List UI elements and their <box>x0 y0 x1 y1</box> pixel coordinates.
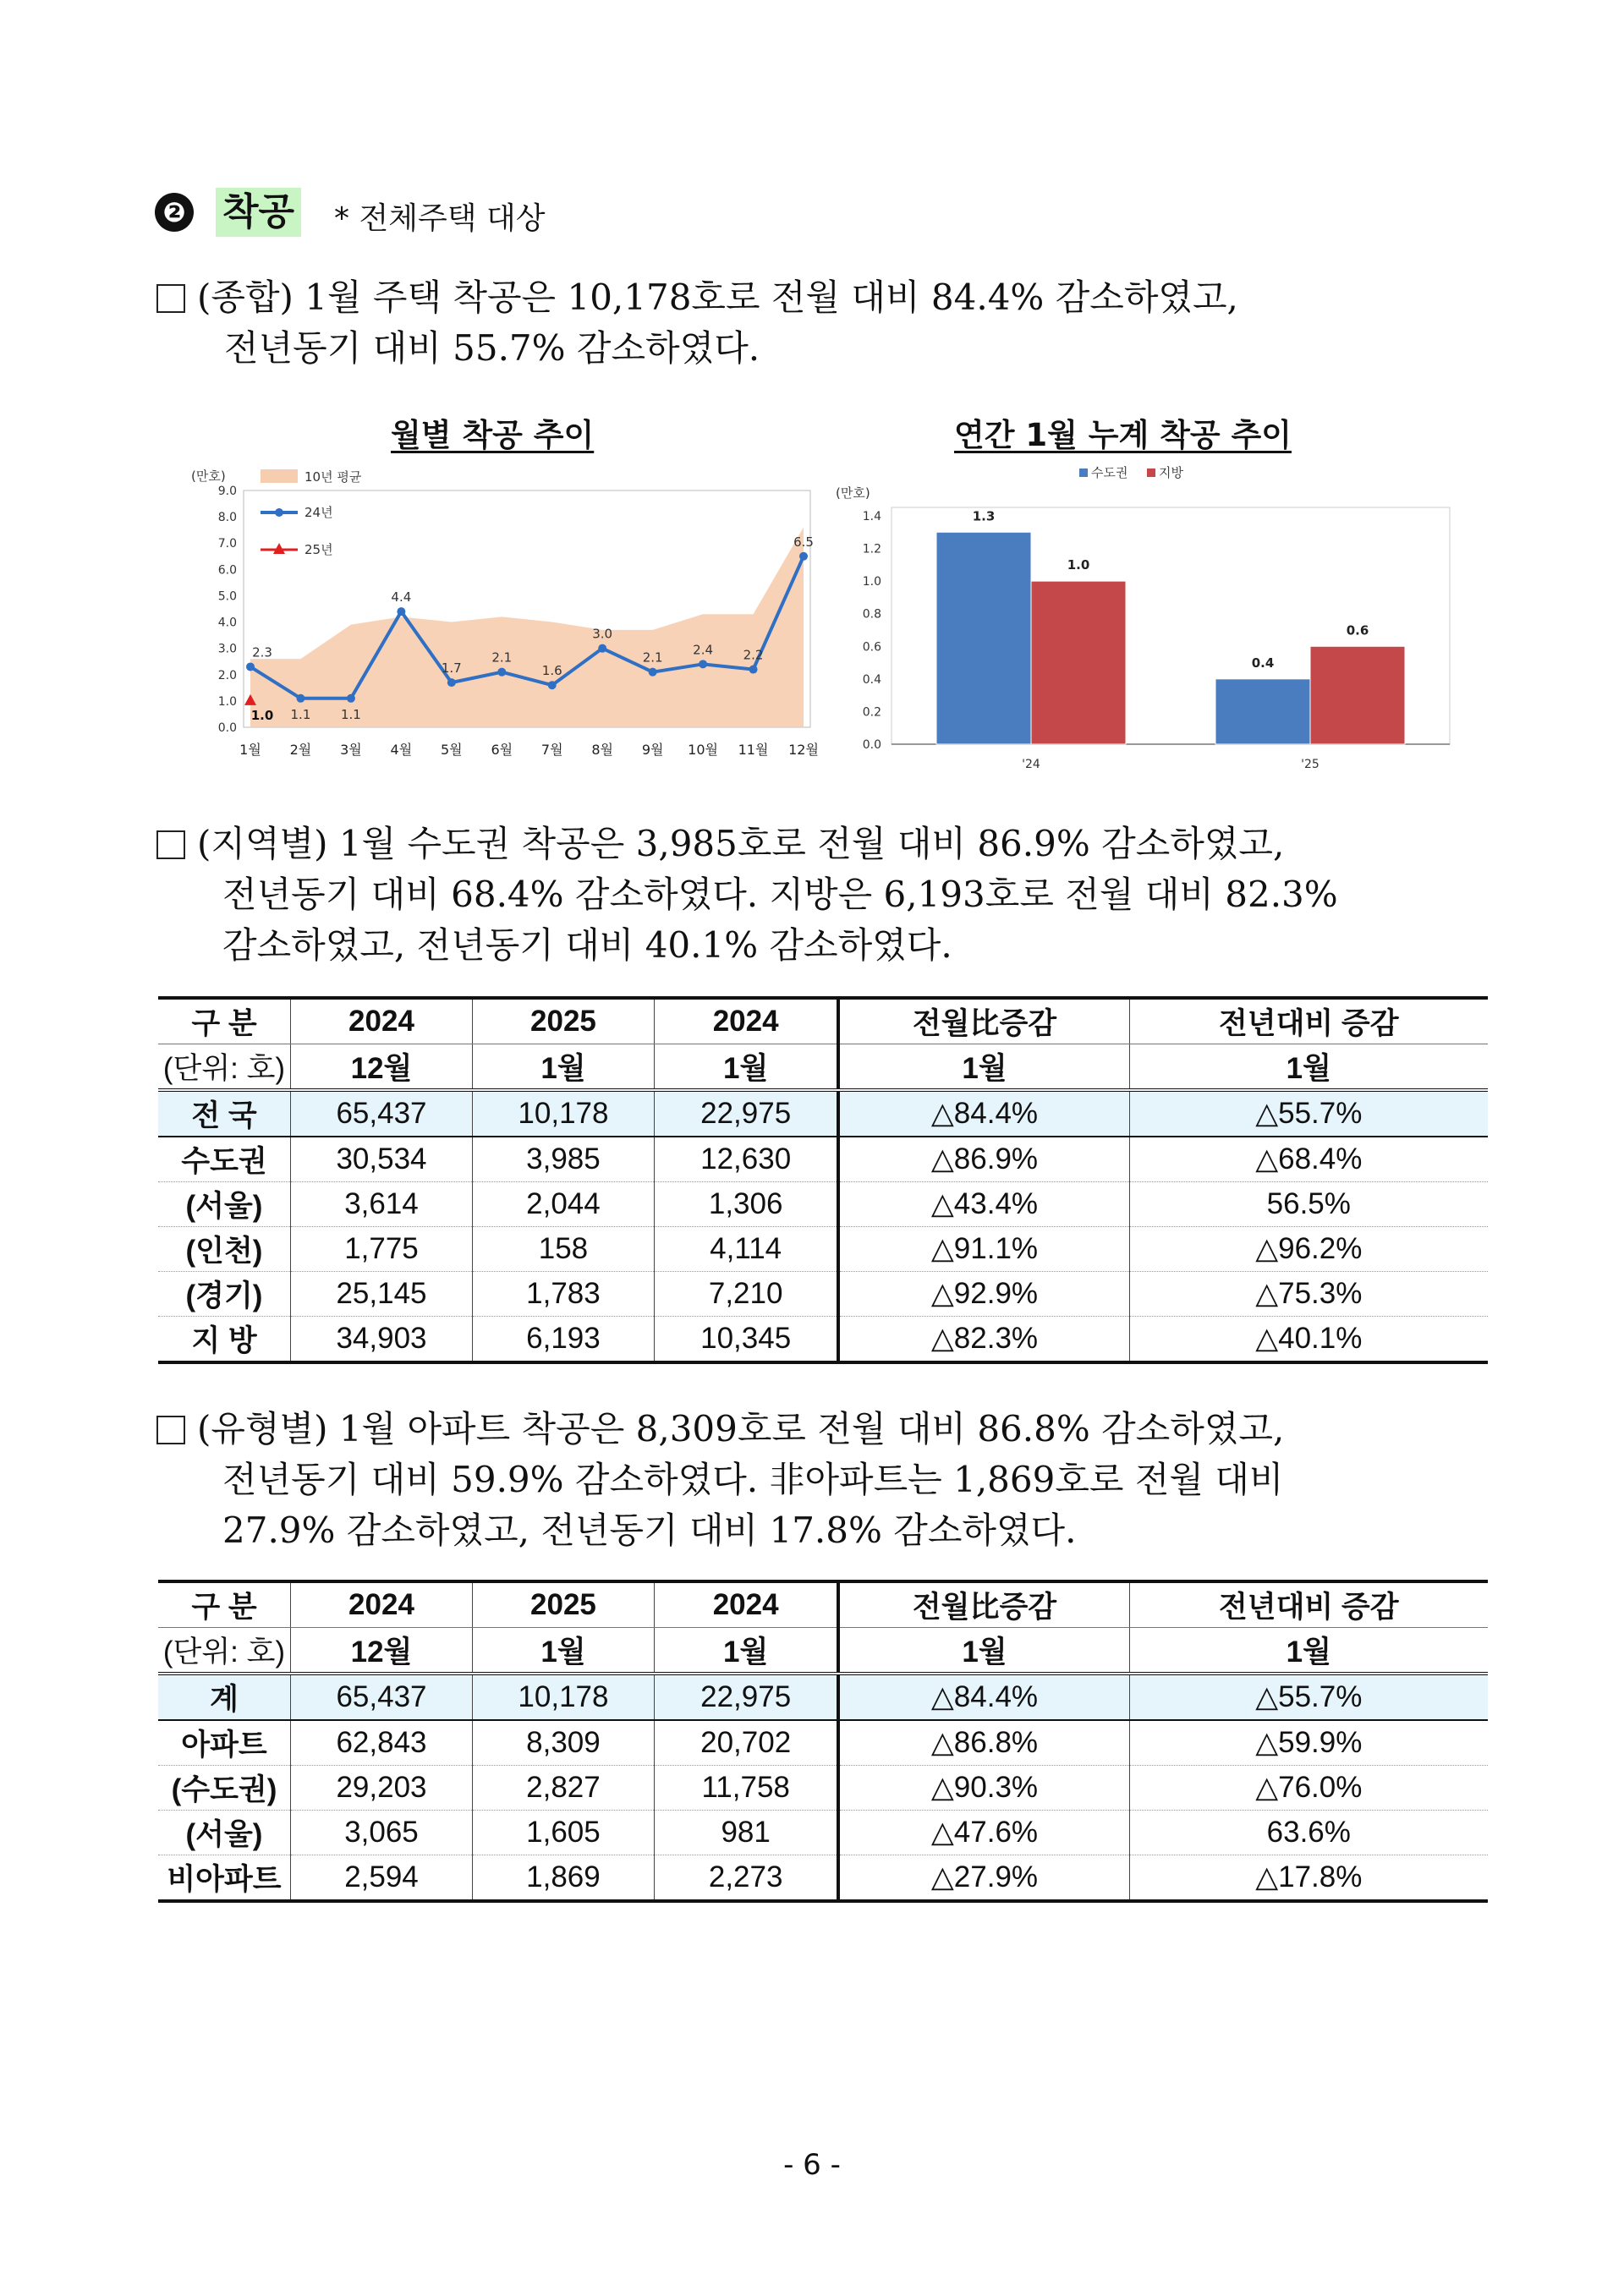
y-tick-label: 0.2 <box>862 705 881 720</box>
y-tick-label: 4.0 <box>217 616 237 630</box>
table-cell: 2,273 <box>654 1855 838 1902</box>
table-row <box>158 1090 1488 1137</box>
table-cell: 65,437 <box>291 1090 473 1137</box>
table-row <box>158 1317 1488 1363</box>
row-label: 아파트 <box>158 1720 291 1766</box>
y-tick-label: 2.0 <box>217 668 237 682</box>
chart-title-annual: 연간 1월 누계 착공 추이 <box>954 417 1292 453</box>
header-year: 2024 <box>291 998 473 1044</box>
row-label: 수도권 <box>158 1137 291 1182</box>
data-point-24 <box>397 607 405 616</box>
header-month: 1월 <box>472 1628 654 1674</box>
table-cell: 63.6% <box>1129 1811 1488 1855</box>
data-point-24 <box>246 662 255 671</box>
data-label-24: 2.1 <box>491 649 513 666</box>
table-cell: 29,203 <box>291 1766 473 1811</box>
table-cell: 10,345 <box>654 1317 838 1363</box>
table-row <box>158 1674 1488 1720</box>
x-tick-label: 4월 <box>390 742 413 758</box>
section-title: 착공 <box>216 188 301 237</box>
bar-jibang <box>1310 646 1405 744</box>
table-cell: △43.4% <box>838 1182 1129 1227</box>
table-cell: △86.9% <box>838 1137 1129 1182</box>
x-tick-label: 10월 <box>688 742 719 758</box>
table-cell: △47.6% <box>838 1811 1129 1855</box>
x-tick-label: '25 <box>1301 758 1320 770</box>
row-label: 비아파트 <box>158 1855 291 1902</box>
table-cell: 1,869 <box>472 1855 654 1902</box>
section-number: ❷ <box>155 193 194 232</box>
table-cell: 1,775 <box>291 1227 473 1272</box>
table-cell: 7,210 <box>654 1272 838 1317</box>
paragraph-type <box>156 1404 1284 1556</box>
x-tick-label: 8월 <box>591 742 614 758</box>
y-tick-label: 0.0 <box>217 721 237 735</box>
header-unit: (단위: 호) <box>158 1628 291 1674</box>
data-point-24 <box>699 660 707 668</box>
data-label-24: 1.1 <box>340 706 361 722</box>
table-cell: 6,193 <box>472 1317 654 1363</box>
y-tick-label: 1.0 <box>217 694 237 709</box>
page-number: - 6 - <box>783 2148 841 2182</box>
legend-label: 24년 <box>304 505 333 520</box>
header-unit: (단위: 호) <box>158 1044 291 1091</box>
y-tick-label: 7.0 <box>217 537 237 551</box>
header-yoy: 전년대비 증감 <box>1129 1581 1488 1628</box>
table-cell: 158 <box>472 1227 654 1272</box>
annual-jan-starts-chart <box>832 457 1467 770</box>
table-cell: 65,437 <box>291 1674 473 1720</box>
table-cell: △17.8% <box>1129 1855 1488 1902</box>
data-label-24: 6.5 <box>793 534 814 550</box>
header-month: 1월 <box>1129 1044 1488 1091</box>
table-cell: △55.7% <box>1129 1674 1488 1720</box>
chart-title-monthly: 월별 착공 추이 <box>391 417 595 453</box>
data-point-24 <box>548 681 557 689</box>
row-label: 전 국 <box>158 1090 291 1137</box>
x-tick-label: 2월 <box>289 742 312 758</box>
table-cell: 3,614 <box>291 1182 473 1227</box>
data-point-24 <box>447 678 456 687</box>
paragraph-line: 27.9% 감소하였고, 전년동기 대비 17.8% 감소하였다. <box>222 1510 1077 1551</box>
table-cell: △84.4% <box>838 1674 1129 1720</box>
header-mom: 전월比증감 <box>838 1581 1129 1628</box>
table-cell: 22,975 <box>654 1674 838 1720</box>
y-tick-label: 3.0 <box>217 642 237 656</box>
y-tick-label: 8.0 <box>217 511 237 525</box>
bar-data-label: 1.0 <box>1067 557 1090 573</box>
y-tick-label: 0.6 <box>862 640 881 655</box>
bar-jibang <box>1031 581 1126 744</box>
legend-swatch-10yr <box>261 469 298 483</box>
region-starts-table <box>158 996 1488 1364</box>
checkbox-bullet <box>156 830 185 859</box>
data-label-24: 3.0 <box>592 626 613 642</box>
data-point-24 <box>497 668 506 677</box>
data-label-24: 2.1 <box>642 649 663 666</box>
table-cell: △82.3% <box>838 1317 1129 1363</box>
table-cell: 2,827 <box>472 1766 654 1811</box>
x-tick-label: '24 <box>1022 758 1040 770</box>
paragraph-line: 감소하였고, 전년동기 대비 40.1% 감소하였다. <box>222 924 952 966</box>
x-tick-label: 7월 <box>540 742 563 758</box>
y-tick-label: 5.0 <box>217 589 237 604</box>
header-mom: 전월比증감 <box>838 998 1129 1044</box>
table-row <box>158 1720 1488 1766</box>
data-label-24: 1.6 <box>541 663 562 679</box>
table-cell: △68.4% <box>1129 1137 1488 1182</box>
table-header-row <box>158 1581 1488 1628</box>
y-tick-label: 1.2 <box>862 542 881 556</box>
data-point-24 <box>749 666 758 674</box>
row-label: 지 방 <box>158 1317 291 1363</box>
table-cell: 56.5% <box>1129 1182 1488 1227</box>
table-cell: 4,114 <box>654 1227 838 1272</box>
paragraph-line: 전년동기 대비 68.4% 감소하였다. 지방은 6,193호로 전월 대비 82.3% <box>222 874 1338 915</box>
header-year: 2024 <box>291 1581 473 1628</box>
data-point-24 <box>347 694 355 703</box>
table-cell: 2,044 <box>472 1182 654 1227</box>
y-axis-label: (만호) <box>191 469 226 484</box>
table-cell: △91.1% <box>838 1227 1129 1272</box>
table-row <box>158 1182 1488 1227</box>
x-tick-label: 3월 <box>340 742 362 758</box>
x-tick-label: 12월 <box>788 742 819 758</box>
table-row <box>158 1137 1488 1182</box>
x-tick-label: 9월 <box>641 742 664 758</box>
table-row <box>158 1272 1488 1317</box>
legend-swatch <box>1147 469 1155 477</box>
paragraph-line: 전년동기 대비 59.9% 감소하였다. 非아파트는 1,869호로 전월 대비 <box>222 1459 1284 1500</box>
table-cell: △27.9% <box>838 1855 1129 1902</box>
paragraph-line: (유형별) 1월 아파트 착공은 8,309호로 전월 대비 86.8% 감소하였고, <box>197 1408 1285 1449</box>
checkbox-bullet <box>156 284 185 313</box>
paragraph-line: 전년동기 대비 55.7% 감소하였다. <box>224 327 760 369</box>
data-label-24: 4.4 <box>391 589 412 606</box>
table-cell: △96.2% <box>1129 1227 1488 1272</box>
paragraph-summary <box>156 272 1238 374</box>
header-year: 2025 <box>472 998 654 1044</box>
header-month: 1월 <box>838 1044 1129 1091</box>
x-tick-label: 11월 <box>738 742 769 758</box>
table-cell: 3,985 <box>472 1137 654 1182</box>
table-cell: △40.1% <box>1129 1317 1488 1363</box>
header-month: 1월 <box>1129 1628 1488 1674</box>
table-header-row <box>158 1628 1488 1674</box>
row-label: (인천) <box>158 1227 291 1272</box>
table-cell: 1,783 <box>472 1272 654 1317</box>
x-tick-label: 5월 <box>440 742 463 758</box>
table-cell: 25,145 <box>291 1272 473 1317</box>
y-tick-label: 0.8 <box>862 607 881 622</box>
x-tick-label: 6월 <box>491 742 513 758</box>
table-header-row <box>158 1044 1488 1091</box>
table-cell: 11,758 <box>654 1766 838 1811</box>
bar-data-label: 0.4 <box>1251 655 1275 671</box>
row-label: (서울) <box>158 1811 291 1855</box>
data-label-24: 1.1 <box>290 706 311 722</box>
row-label: 계 <box>158 1674 291 1720</box>
table-cell: 30,534 <box>291 1137 473 1182</box>
header-gubun: 구 분 <box>158 998 291 1044</box>
data-point-24 <box>296 694 304 703</box>
table-cell: △90.3% <box>838 1766 1129 1811</box>
row-label: (경기) <box>158 1272 291 1317</box>
legend-label: 지방 <box>1159 465 1183 480</box>
table-row <box>158 1855 1488 1902</box>
data-label-25: 1.0 <box>250 707 274 723</box>
table-row <box>158 1766 1488 1811</box>
table-cell: 2,594 <box>291 1855 473 1902</box>
table-cell: 3,065 <box>291 1811 473 1855</box>
type-starts-table <box>158 1580 1488 1903</box>
table-row <box>158 1811 1488 1855</box>
header-month: 1월 <box>654 1628 838 1674</box>
table-cell: 22,975 <box>654 1090 838 1137</box>
table-cell: △92.9% <box>838 1272 1129 1317</box>
row-label: (서울) <box>158 1182 291 1227</box>
bar-data-label: 1.3 <box>972 508 996 524</box>
data-label-24: 2.3 <box>252 644 272 660</box>
data-label-24: 2.2 <box>743 647 764 663</box>
table-cell: 62,843 <box>291 1720 473 1766</box>
table-cell: 1,605 <box>472 1811 654 1855</box>
header-year: 2024 <box>654 998 838 1044</box>
table-cell: △75.3% <box>1129 1272 1488 1317</box>
table-cell: △86.8% <box>838 1720 1129 1766</box>
data-label-24: 2.4 <box>693 642 714 658</box>
header-month: 1월 <box>838 1628 1129 1674</box>
data-label-24: 1.7 <box>441 660 462 677</box>
header-year: 2024 <box>654 1581 838 1628</box>
y-tick-label: 0.4 <box>862 672 881 687</box>
table-cell: △59.9% <box>1129 1720 1488 1766</box>
header-month: 12월 <box>291 1044 473 1091</box>
bar-sudogwon <box>1215 679 1310 744</box>
legend-label: 수도권 <box>1091 465 1128 480</box>
paragraph-region <box>156 819 1338 971</box>
table-cell: △84.4% <box>838 1090 1129 1137</box>
y-tick-label: 6.0 <box>217 563 237 578</box>
table-row <box>158 1227 1488 1272</box>
table-cell: 20,702 <box>654 1720 838 1766</box>
data-point-24 <box>649 668 657 677</box>
table-cell: 8,309 <box>472 1720 654 1766</box>
data-point-24 <box>598 644 606 653</box>
table-cell: △55.7% <box>1129 1090 1488 1137</box>
monthly-starts-chart <box>184 457 827 770</box>
bar-data-label: 0.6 <box>1346 622 1369 638</box>
bar-sudogwon <box>936 532 1031 744</box>
legend-label: 25년 <box>304 542 333 557</box>
header-gubun: 구 분 <box>158 1581 291 1628</box>
x-tick-label: 1월 <box>239 742 261 758</box>
data-point-24 <box>799 552 808 561</box>
table-cell: 10,178 <box>472 1090 654 1137</box>
row-label: (수도권) <box>158 1766 291 1811</box>
table-cell: 10,178 <box>472 1674 654 1720</box>
section-note: * 전체주택 대상 <box>334 201 546 236</box>
legend-label: 10년 평균 <box>304 469 362 485</box>
legend-swatch <box>1079 469 1088 477</box>
y-tick-label: 0.0 <box>862 738 881 752</box>
paragraph-line: (종합) 1월 주택 착공은 10,178호로 전월 대비 84.4% 감소하였고, <box>197 277 1238 318</box>
header-year: 2025 <box>472 1581 654 1628</box>
y-tick-label: 1.4 <box>862 510 881 523</box>
header-month: 1월 <box>654 1044 838 1091</box>
legend-marker-24 <box>275 508 283 517</box>
table-cell: 1,306 <box>654 1182 838 1227</box>
header-month: 12월 <box>291 1628 473 1674</box>
paragraph-line: (지역별) 1월 수도권 착공은 3,985호로 전월 대비 86.9% 감소하였고, <box>197 823 1285 864</box>
table-cell: 12,630 <box>654 1137 838 1182</box>
checkbox-bullet <box>156 1416 185 1444</box>
table-cell: △76.0% <box>1129 1766 1488 1811</box>
table-cell: 981 <box>654 1811 838 1855</box>
y-tick-label: 9.0 <box>217 485 237 498</box>
header-month: 1월 <box>472 1044 654 1091</box>
header-yoy: 전년대비 증감 <box>1129 998 1488 1044</box>
table-header-row <box>158 998 1488 1044</box>
y-tick-label: 1.0 <box>862 575 881 589</box>
y-axis-label: (만호) <box>836 485 870 501</box>
table-cell: 34,903 <box>291 1317 473 1363</box>
